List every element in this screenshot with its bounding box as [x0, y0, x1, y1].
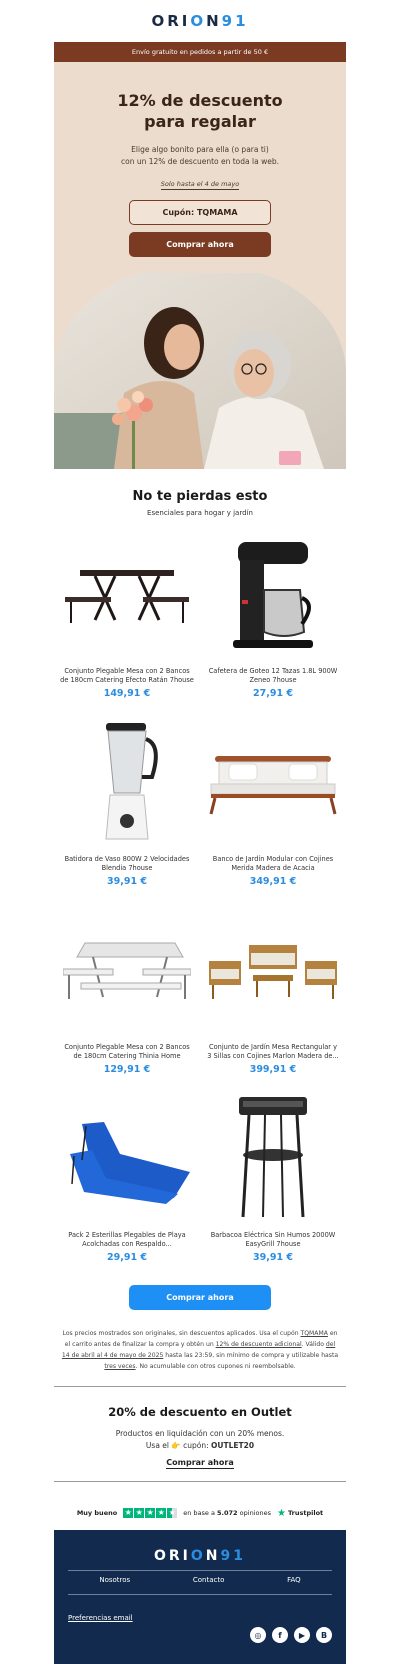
- free-shipping-bar: [54, 42, 346, 62]
- social-links: [250, 1627, 332, 1643]
- footer-logo[interactable]: ORION91: [154, 1548, 246, 1564]
- outlet-buy-link[interactable]: Comprar ahora: [166, 1458, 234, 1467]
- footer-divider: [68, 1570, 332, 1571]
- coupon-disclaimer: Los precios mostrados son originales, sin descuentos aplicados. Usa el cupón TQMAMA en el carrito antes de finalizar la compra y obtén un 12% de descuento adicional. Válido del 14 de abril al 4 de mayo de 2025 hasta las 23:59, sin mínimo de compra y utilizable hasta tres veces. No acumulable con otros cupones ni reembolsable.: [61, 1330, 339, 1370]
- usage-limit-link[interactable]: tres veces: [104, 1363, 136, 1370]
- trustpilot-logo[interactable]: ★ Trustpilot: [276, 1507, 324, 1519]
- product-price: 29,91 €: [107, 1252, 147, 1263]
- blog-icon[interactable]: B: [316, 1627, 332, 1643]
- divider: [54, 1481, 346, 1482]
- half-star-icon: ★: [168, 1508, 176, 1517]
- discount-link[interactable]: 12% de descuento adicional: [215, 1341, 302, 1348]
- star-rating: [123, 1508, 177, 1518]
- product-name[interactable]: Banco de Jardín Modular con Cojines Merida Madera de Acacia: [212, 855, 334, 872]
- product-card[interactable]: [54, 719, 200, 907]
- email-body: [54, 42, 346, 1664]
- product-card[interactable]: [54, 531, 200, 719]
- electric-grill-icon[interactable]: [206, 1095, 340, 1223]
- star-icon: ★: [124, 1508, 132, 1517]
- product-name[interactable]: Conjunto de Jardín Mesa Rectangular y 3 Sillas con Cojines Marlon Madera de...: [207, 1043, 339, 1060]
- garden-set-icon[interactable]: [206, 907, 340, 1035]
- product-name[interactable]: Barbacoa Eléctrica Sin Humos 2000W EasyGrill 7house: [210, 1231, 336, 1248]
- coupon-code-link[interactable]: TQMAMA: [300, 1330, 328, 1337]
- star-icon: ★: [146, 1508, 154, 1517]
- white-table-icon[interactable]: [60, 907, 194, 1035]
- outlet-coupon-code: OUTLET20: [211, 1441, 255, 1450]
- outlet-title: 20% de descuento en Outlet: [108, 1405, 292, 1419]
- product-price: 349,91 €: [249, 876, 297, 887]
- footer-link-faq[interactable]: FAQ: [287, 1576, 301, 1584]
- footer-nav: [68, 1576, 332, 1584]
- section-subtitle: Esenciales para hogar y jardín: [147, 509, 253, 517]
- product-price: 39,91 €: [107, 876, 147, 887]
- product-price: 129,91 €: [103, 1064, 151, 1075]
- footer-divider: [68, 1594, 332, 1595]
- product-price: 27,91 €: [253, 688, 293, 699]
- buy-now-button[interactable]: Comprar ahora: [129, 1285, 271, 1310]
- hero-banner: [54, 62, 346, 469]
- facebook-icon[interactable]: f: [272, 1627, 288, 1643]
- logo-bar: [0, 0, 400, 42]
- product-card[interactable]: [54, 907, 200, 1095]
- garden-bench-icon[interactable]: [206, 719, 340, 847]
- folding-table-icon[interactable]: [60, 531, 194, 659]
- brand-logo[interactable]: ORION91: [151, 12, 249, 30]
- product-card[interactable]: [200, 1095, 346, 1283]
- beach-mat-icon[interactable]: [60, 1095, 194, 1223]
- pointing-hand-icon: 👉: [171, 1441, 181, 1450]
- product-card[interactable]: [54, 1095, 200, 1283]
- product-grid: [54, 531, 346, 1283]
- product-name[interactable]: Conjunto Plegable Mesa con 2 Bancos de 180cm Catering Efecto Ratán 7house: [60, 667, 194, 684]
- email-preferences-link[interactable]: Preferencias email: [68, 1614, 133, 1622]
- trustpilot-bar[interactable]: [54, 1496, 346, 1530]
- rating-text: Muy bueno: [76, 1509, 118, 1517]
- hero-deadline-note: Solo hasta el 4 de mayo: [160, 180, 240, 188]
- divider: [54, 1386, 346, 1387]
- product-price: 39,91 €: [253, 1252, 293, 1263]
- product-name[interactable]: Conjunto Plegable Mesa con 2 Bancos de 180cm Catering Thinia Home: [64, 1043, 190, 1060]
- coupon-box[interactable]: Cupón: TQMAMA: [129, 200, 271, 225]
- validity-dates-link[interactable]: del 14 de abril al 4 de mayo de 2025: [61, 1341, 336, 1359]
- product-price: 399,91 €: [249, 1064, 297, 1075]
- footer: [54, 1530, 346, 1664]
- trustpilot-star-icon: ★: [276, 1507, 286, 1519]
- youtube-icon[interactable]: ▶: [294, 1627, 310, 1643]
- outlet-text: Productos en liquidación con un 20% menos. Usa el 👉 cupón: OUTLET20: [115, 1429, 285, 1450]
- product-name[interactable]: Batidora de Vaso 800W 2 Velocidades Blendia 7house: [64, 855, 190, 872]
- coffee-maker-icon[interactable]: [206, 531, 340, 659]
- section-title: No te pierdas esto: [132, 489, 268, 504]
- product-name[interactable]: Pack 2 Esterillas Plegables de Playa Acolchadas con Respaldo...: [68, 1231, 186, 1248]
- product-card[interactable]: [200, 719, 346, 907]
- hero-text: Elige algo bonito para ella (o para ti) con un 12% de descuento en toda la web.: [121, 145, 279, 166]
- mother-daughter-photo[interactable]: [54, 273, 346, 469]
- product-price: 149,91 €: [103, 688, 151, 699]
- blender-icon[interactable]: [60, 719, 194, 847]
- product-card[interactable]: [200, 907, 346, 1095]
- footer-link-contacto[interactable]: Contacto: [192, 1576, 225, 1584]
- footer-link-nosotros[interactable]: Nosotros: [99, 1576, 131, 1584]
- product-card[interactable]: [200, 531, 346, 719]
- instagram-icon[interactable]: ◎: [250, 1627, 266, 1643]
- free-shipping-text: Envío gratuito en pedidos a partir de 50 €: [131, 48, 269, 56]
- hero-buy-button[interactable]: Comprar ahora: [129, 232, 271, 257]
- hero-title: 12% de descuento para regalar: [117, 91, 283, 131]
- product-name[interactable]: Cafetera de Goteo 12 Tazas 1.8L 900W Zeneo 7house: [208, 667, 338, 684]
- review-count: en base a 5.072 opiniones: [183, 1509, 271, 1517]
- star-icon: ★: [157, 1508, 165, 1517]
- star-icon: ★: [135, 1508, 143, 1517]
